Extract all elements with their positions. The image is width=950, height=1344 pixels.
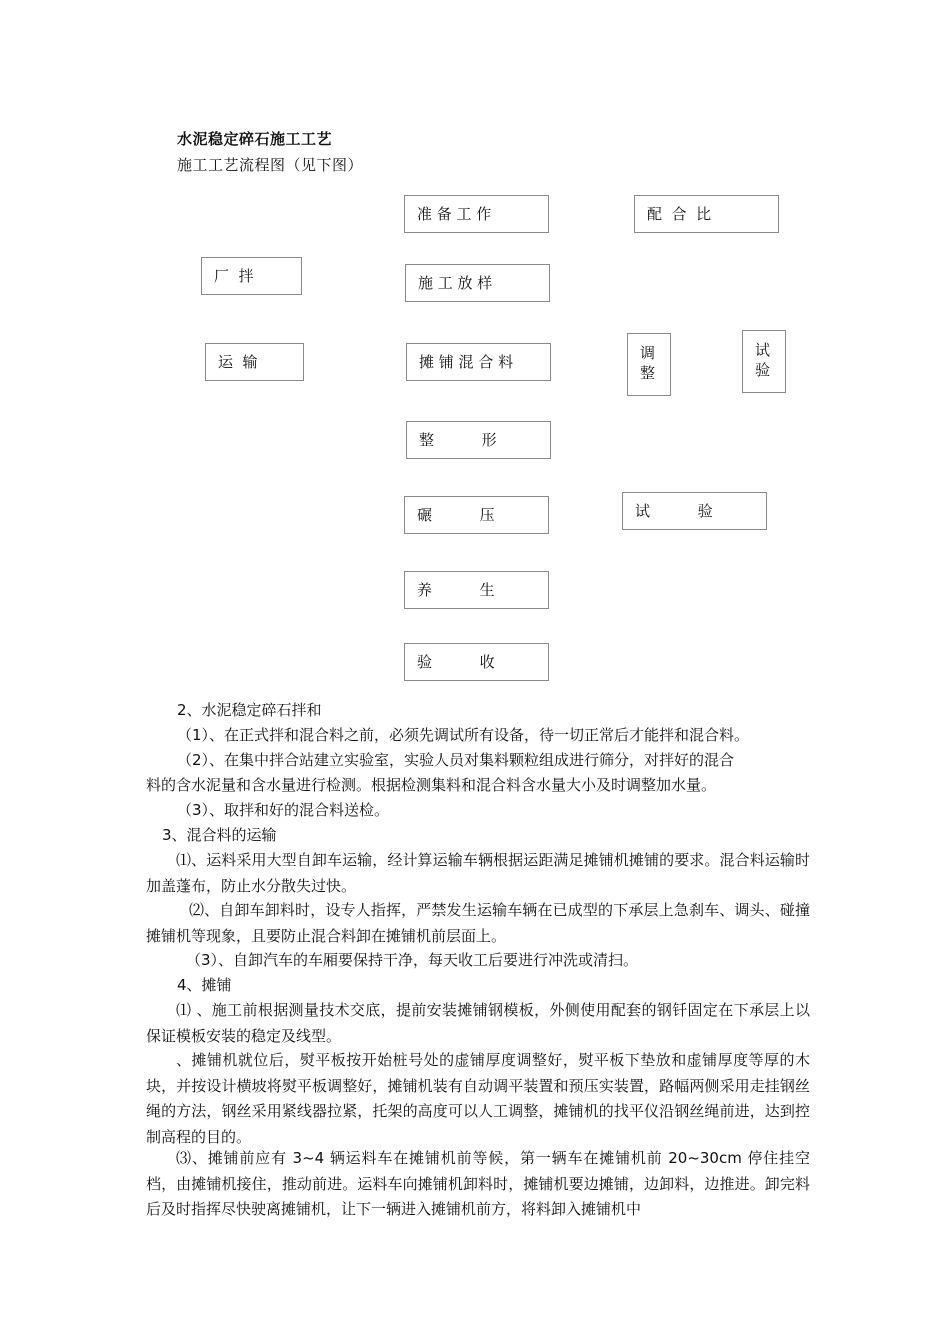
section-2-item-2-line-1: （2）、在集中拌合站建立实验室，实验人员对集料颗粒组成进行筛分，对拌好的混合 (177, 751, 735, 769)
section-2-item-3: （3）、取拌和好的混合料送检。 (177, 801, 390, 819)
flow-box-mix-ratio (634, 195, 779, 233)
section-4-heading: 4、摊铺 (177, 976, 232, 994)
flow-box-adjust (627, 333, 671, 396)
flowchart-caption: 施工工艺流程图（见下图） (177, 156, 364, 174)
flow-box-plant-mix (201, 257, 302, 295)
flow-box-test-vertical (742, 330, 786, 393)
flow-box-label: 配 合 比 (647, 205, 712, 223)
flow-box-label: 运 输 (218, 353, 258, 371)
flow-box-compaction (404, 496, 549, 534)
flow-box-label: 验 收 (417, 653, 495, 671)
flow-box-curing (404, 571, 549, 609)
section-3-item-2: ⑵、自卸车卸料时，设专人指挥，严禁发生运输车辆在已成型的下承层上急刹车、调头、碰撞摊铺机等现象，且要防止混合料卸在摊铺机前层面上。 (146, 901, 810, 945)
flow-box-label: 施 工 放 样 (418, 274, 493, 292)
flow-box-acceptance (404, 643, 549, 681)
flow-box-test (622, 492, 767, 530)
flow-box-prep (404, 195, 549, 233)
flow-box-spread-mix (406, 343, 551, 381)
flow-box-label: 试 验 (635, 502, 713, 520)
section-2-item-1: （1）、在正式拌和混合料之前，必须先调试所有设备，待一切正常后才能拌和混合料。 (177, 726, 750, 744)
section-3-item-3: （3）、自卸汽车的车厢要保持干净，每天收工后要进行冲洗或清扫。 (186, 951, 639, 969)
section-3-heading: 3、混合料的运输 (162, 826, 277, 844)
flow-box-transport (205, 343, 304, 381)
flow-box-label: 碾 压 (417, 506, 495, 524)
section-2-heading: 2、水泥稳定碎石拌和 (177, 701, 322, 719)
flow-box-label: 调整 (640, 344, 656, 382)
section-2-item-2-line-2: 料的含水泥量和含水量进行检测。根据检测集料和混合料含水量大小及时调整加水量。 (146, 776, 717, 794)
flow-box-label: 厂 拌 (214, 267, 254, 285)
flow-box-label: 养 生 (417, 581, 495, 599)
section-3-item-1: ⑴、运料采用大型自卸车运输，经计算运输车辆根据运距满足摊铺机摊铺的要求。混合料运输时加盖蓬布，防止水分散失过快。 (146, 851, 810, 895)
flow-box-label: 试验 (755, 341, 771, 379)
page-title: 水泥稳定碎石施工工艺 (177, 130, 333, 148)
flow-box-shaping (406, 421, 551, 459)
section-4-item-3: ⑶、摊铺前应有 3~4 辆运料车在摊铺机前等候，第一辆车在摊铺机前 20~30cm 停住挂空档，由摊铺机接住，推动前进。运料车向摊铺机卸料时，摊铺机要边摊铺，边卸料，边推进。卸完料后及时指挥尽快驶离摊铺机，让下一辆进入摊铺机前方，将料卸入摊铺机中 (146, 1149, 810, 1218)
section-4-item-2: 、摊铺机就位后，熨平板按开始桩号处的虚铺厚度调整好，熨平板下垫放和虚铺厚度等厚的木块，并按设计横坡将熨平板调整好，摊铺机装有自动调平装置和预压实装置，路幅两侧采用走挂钢丝绳的方法，钢丝采用紧线器拉紧，托架的高度可以人工调整，摊铺机的找平仪沿钢丝绳前进，达到控制高程的目的。 (146, 1051, 810, 1146)
flow-box-stakeout (405, 264, 550, 302)
section-4-item-1: ⑴ 、施工前根据测量技术交底，提前安装摊铺钢模板，外侧使用配套的钢钎固定在下承层上以保证模板安装的稳定及线型。 (146, 1001, 810, 1045)
flow-box-label: 整 形 (419, 431, 497, 449)
flow-box-label: 准 备 工 作 (417, 205, 492, 223)
flow-box-label: 摊 铺 混 合 料 (419, 353, 514, 371)
